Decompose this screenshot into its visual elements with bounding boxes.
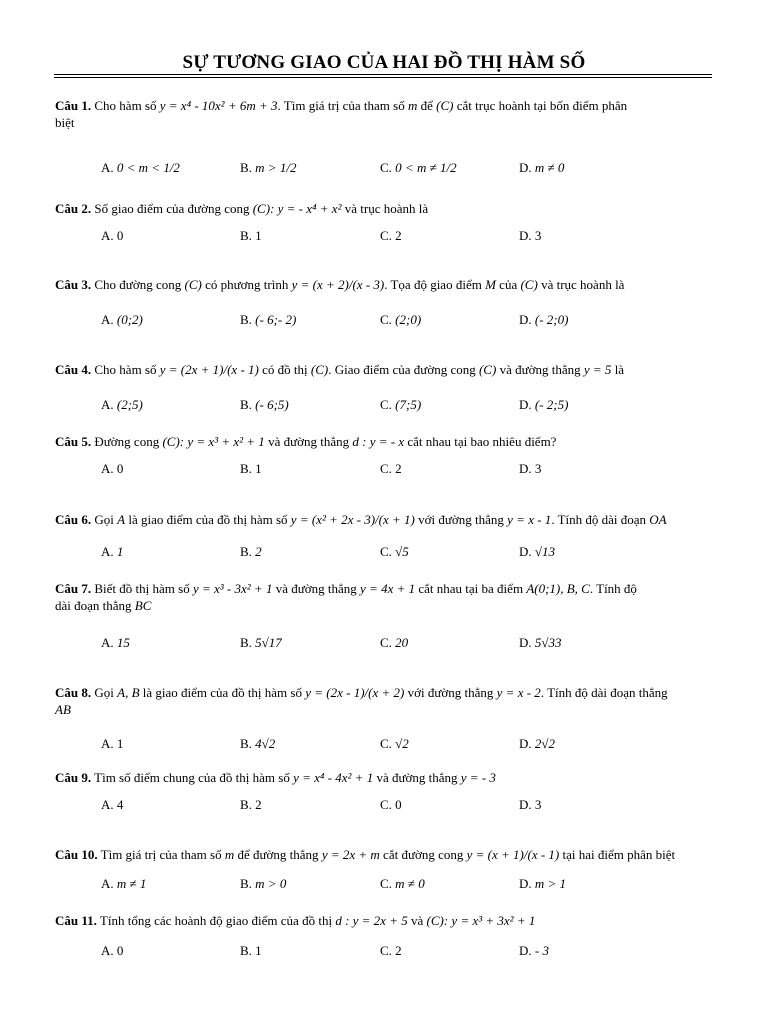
title-rule-bottom [54, 77, 712, 78]
option-c[interactable]: C. 0 [380, 797, 402, 812]
option-b[interactable]: B. (- 6;- 2) [240, 312, 297, 327]
question-1: Câu 1. Cho hàm số y = x⁴ - 10x² + 6m + 3. Tìm giá trị của tham số m để (C) cắt trục hoành tại bốn điểm phân biệt [55, 98, 628, 130]
function-formula: y = (2x - 1)/(x + 2) [305, 685, 405, 700]
option-a[interactable]: A. 1 [101, 544, 124, 559]
option-a[interactable]: A. 4 [101, 797, 124, 812]
option-a[interactable]: A. 0 [101, 228, 124, 243]
option-d[interactable]: D. m > 1 [519, 876, 567, 891]
answer-options-9 [0, 797, 768, 819]
title-rule-top [54, 74, 712, 75]
option-b[interactable]: B. m > 0 [240, 876, 287, 891]
question-label: Câu 6. [55, 512, 92, 527]
option-d[interactable]: D. 3 [519, 797, 542, 812]
answer-options-5 [0, 461, 768, 483]
option-c[interactable]: C. √2 [380, 736, 409, 751]
option-b[interactable]: B. 5√17 [240, 635, 282, 650]
question-5: Câu 5. Đường cong (C): y = x³ + x² + 1 và đường thẳng d : y = - x cắt nhau tại bao nhiêu điểm? [55, 434, 557, 449]
question-6: Câu 6. Gọi A là giao điểm của đồ thị hàm số y = (x² + 2x - 3)/(x + 1) với đường thẳng y = x - 1. Tính độ dài đoạn OA [55, 512, 667, 527]
option-d[interactable]: D. √13 [519, 544, 556, 559]
function-formula: y = x⁴ - 10x² + 6m + 3 [159, 98, 278, 113]
question-8: Câu 8. Gọi A, B là giao điểm của đồ thị hàm số y = (2x - 1)/(x + 2) với đường thẳng y = x - 2. Tính độ dài đoạn thẳng AB [55, 685, 668, 717]
option-b[interactable]: B. 1 [240, 228, 262, 243]
function-formula: y = (x² + 2x - 3)/(x + 1) [290, 512, 415, 527]
option-c[interactable]: C. (2;0) [380, 312, 422, 327]
option-c[interactable]: C. (7;5) [380, 397, 422, 412]
answer-options-1 [0, 160, 768, 182]
option-b[interactable]: B. 1 [240, 943, 262, 958]
option-c[interactable]: C. √5 [380, 544, 409, 559]
curve-formula: (C): y = x³ + 3x² + 1 [426, 913, 536, 928]
question-label: Câu 7. [55, 581, 92, 596]
option-b[interactable]: B. 4√2 [240, 736, 276, 751]
option-a[interactable]: A. 15 [101, 635, 130, 650]
option-d[interactable]: D. 3 [519, 461, 542, 476]
question-9: Câu 9. Tìm số điểm chung của đồ thị hàm số y = x⁴ - 4x² + 1 và đường thẳng y = - 3 [55, 770, 496, 785]
question-label: Câu 10. [55, 847, 98, 862]
option-d[interactable]: D. 3 [519, 228, 542, 243]
answer-options-7 [0, 635, 768, 657]
option-b[interactable]: B. m > 1/2 [240, 160, 297, 175]
option-b[interactable]: B. (- 6;5) [240, 397, 289, 412]
option-d[interactable]: D. m ≠ 0 [519, 160, 565, 175]
option-c[interactable]: C. m ≠ 0 [380, 876, 425, 891]
option-d[interactable]: D. (- 2;5) [519, 397, 569, 412]
option-c[interactable]: C. 2 [380, 943, 402, 958]
option-c[interactable]: C. 2 [380, 228, 402, 243]
option-d[interactable]: D. (- 2;0) [519, 312, 569, 327]
question-4: Câu 4. Cho hàm số y = (2x + 1)/(x - 1) có đồ thị (C). Giao điểm của đường cong (C) và đường thẳng y = 5 là [55, 362, 625, 377]
function-formula: y = (2x + 1)/(x - 1) [159, 362, 259, 377]
answer-options-6 [0, 544, 768, 566]
answer-options-4 [0, 397, 768, 419]
option-d[interactable]: D. 5√33 [519, 635, 562, 650]
question-label: Câu 4. [55, 362, 92, 377]
question-2: Câu 2. Số giao điểm của đường cong (C): y = - x⁴ + x² và trục hoành là [55, 201, 429, 216]
function-formula: y = (x + 2)/(x - 3) [291, 277, 385, 292]
option-a[interactable]: A. 0 [101, 943, 124, 958]
page-title: SỰ TƯƠNG GIAO CỦA HAI ĐỒ THỊ HÀM SỐ [182, 52, 586, 73]
option-a[interactable]: A. (0;2) [101, 312, 143, 327]
curve-formula: (C): y = - x⁴ + x² [252, 201, 342, 216]
answer-options-8 [0, 736, 768, 758]
option-b[interactable]: B. 2 [240, 797, 262, 812]
answer-options-2 [0, 228, 768, 250]
option-c[interactable]: C. 2 [380, 461, 402, 476]
question-label: Câu 1. [55, 98, 92, 113]
question-label: Câu 5. [55, 434, 92, 449]
function-formula: y = (x + 1)/(x - 1) [466, 847, 560, 862]
question-label: Câu 8. [55, 685, 92, 700]
curve-formula: (C): y = x³ + x² + 1 [162, 434, 265, 449]
question-label: Câu 3. [55, 277, 92, 292]
option-b[interactable]: B. 1 [240, 461, 262, 476]
question-label: Câu 9. [55, 770, 92, 785]
option-a[interactable]: A. 0 [101, 461, 124, 476]
option-c[interactable]: C. 20 [380, 635, 409, 650]
function-formula: y = x³ - 3x² + 1 [192, 581, 273, 596]
question-3: Câu 3. Cho đường cong (C) có phương trình y = (x + 2)/(x - 3). Tọa độ giao điểm M của (C) và trục hoành là [55, 277, 625, 292]
option-b[interactable]: B. 2 [240, 544, 262, 559]
answer-options-10 [0, 876, 768, 898]
question-label: Câu 2. [55, 201, 92, 216]
option-a[interactable]: A. 0 < m < 1/2 [101, 160, 180, 175]
option-a[interactable]: A. m ≠ 1 [101, 876, 147, 891]
question-10: Câu 10. Tìm giá trị của tham số m để đường thẳng y = 2x + m cắt đường cong y = (x + 1)/(x - 1) tại hai điểm phân biệt [55, 847, 676, 862]
option-a[interactable]: A. (2;5) [101, 397, 143, 412]
question-label: Câu 11. [55, 913, 97, 928]
option-d[interactable]: D. 2√2 [519, 736, 556, 751]
answer-options-3 [0, 312, 768, 334]
question-7: Câu 7. Biết đồ thị hàm số y = x³ - 3x² + 1 và đường thẳng y = 4x + 1 cắt nhau tại ba điểm A(0;1), B, C. Tính độ dài đoạn thẳng BC [55, 581, 637, 613]
question-11: Câu 11. Tính tổng các hoành độ giao điểm của đồ thị d : y = 2x + 5 và (C): y = x³ + 3x² + 1 [55, 913, 536, 928]
option-a[interactable]: A. 1 [101, 736, 124, 751]
option-c[interactable]: C. 0 < m ≠ 1/2 [380, 160, 457, 175]
function-formula: y = x⁴ - 4x² + 1 [293, 770, 374, 785]
answer-options-11 [0, 943, 768, 965]
option-d[interactable]: D. - 3 [519, 943, 549, 958]
